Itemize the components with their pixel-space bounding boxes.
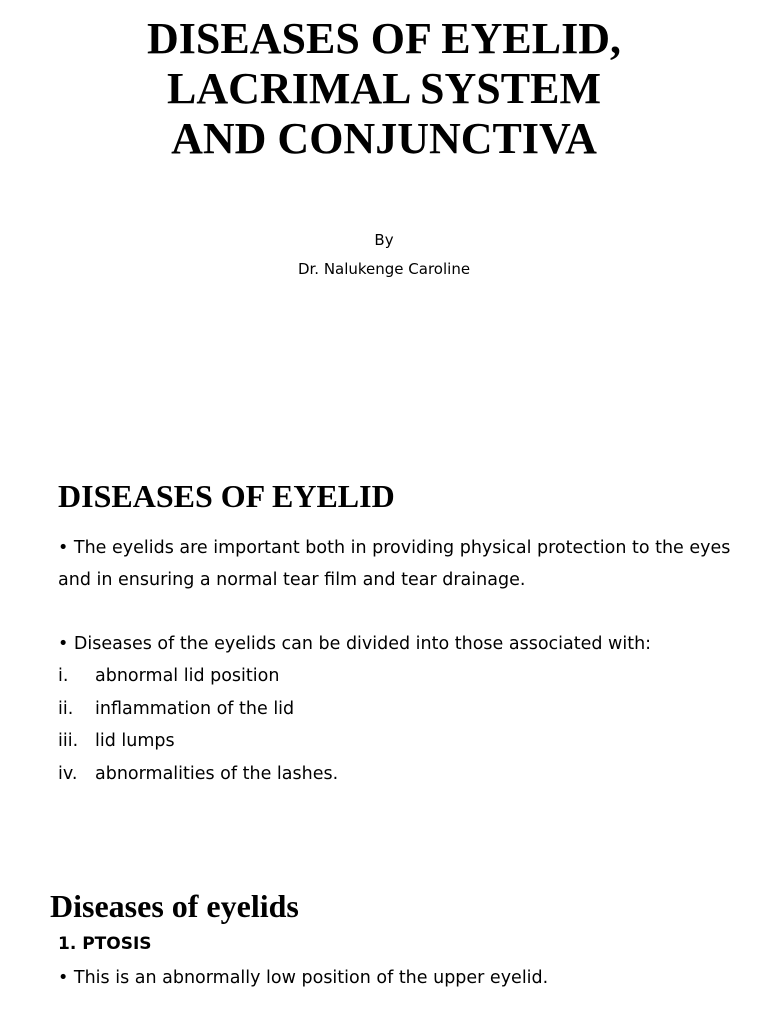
list-text: inflammation of the lid (95, 698, 295, 719)
disease-category-list (58, 660, 338, 790)
slide-heading: Diseases of eyelids (50, 888, 299, 924)
title-line: LACRIMAL SYSTEM (167, 64, 601, 113)
list-number: iii. (58, 731, 79, 752)
slide-heading: DISEASES OF EYELID (58, 478, 395, 514)
bullet-paragraph: • This is an abnormally low position of the upper eyelid. (58, 968, 549, 988)
main-title (0, 14, 768, 164)
list-text: abnormalities of the lashes. (95, 763, 339, 784)
list-number: ii. (58, 698, 74, 719)
list-item (58, 758, 338, 791)
by-label: By (374, 231, 394, 249)
list-text: lid lumps (95, 731, 175, 752)
list-item (58, 725, 338, 758)
list-number: iv. (58, 763, 78, 784)
section-subheading: 1. PTOSIS (58, 934, 152, 954)
author-name: Dr. Nalukenge Caroline (297, 260, 471, 278)
bullet-paragraph: • The eyelids are important both in providing physical protection to the eyes and in ensuring a normal tear film and tear drainage. (58, 538, 731, 590)
title-slide (0, 0, 768, 440)
list-text: abnormal lid position (95, 666, 280, 687)
list-item (58, 693, 338, 726)
eyelid-intro-slide (0, 440, 768, 880)
title-line: AND CONJUNCTIVA (171, 114, 597, 163)
ptosis-slide (0, 880, 768, 1024)
title-line: DISEASES OF EYELID, (147, 14, 621, 63)
bullet-paragraph: • Diseases of the eyelids can be divided into those associated with: (58, 634, 652, 654)
list-item (58, 660, 338, 693)
list-number: i. (58, 666, 69, 687)
